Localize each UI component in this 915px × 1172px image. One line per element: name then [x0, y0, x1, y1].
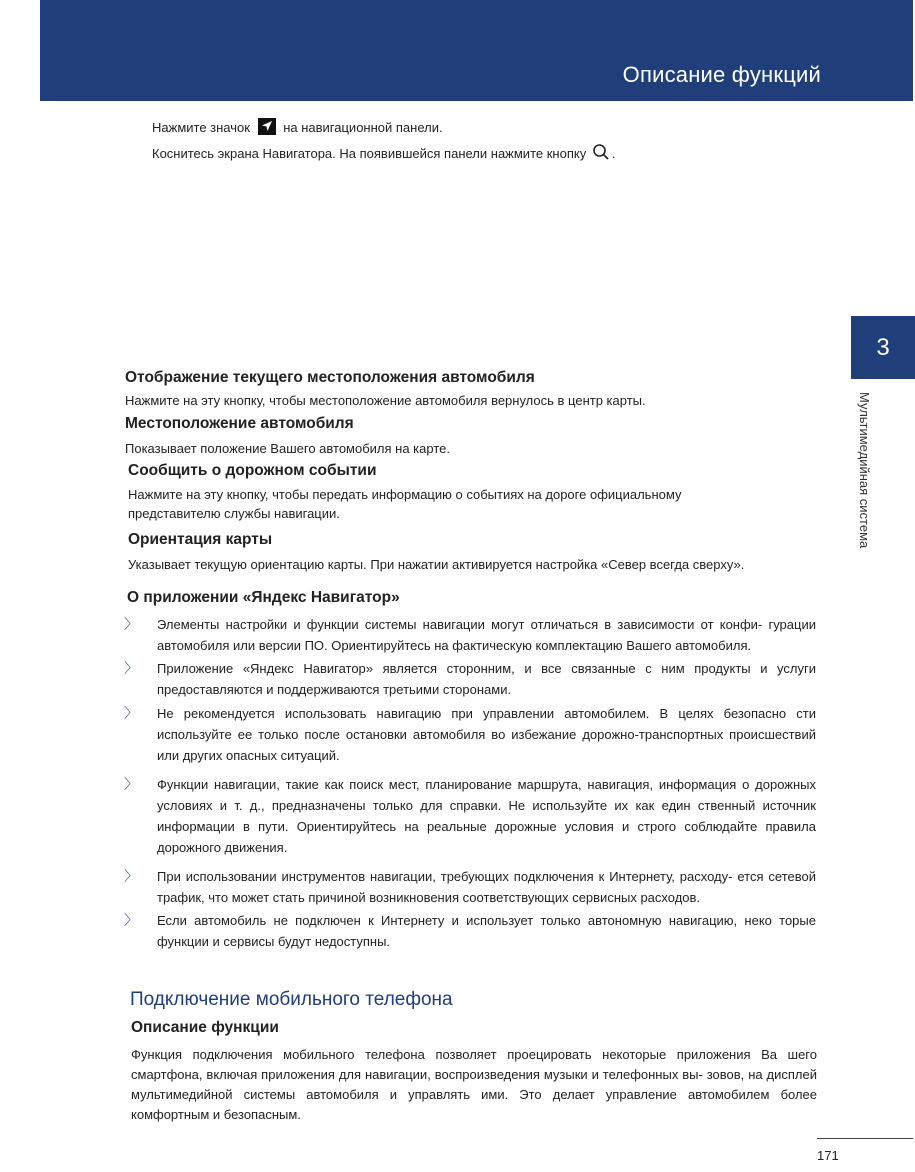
about-bullet-list	[124, 614, 816, 952]
chevron-right-icon: 〉	[124, 660, 138, 676]
list-item-text: Функции навигации, такие как поиск мест, планирование маршрута, навигация, информация о дорожных условиях и т. д., предназначены только для справки. Не используйте их как един ственный источник информации в пути. Ориентируйтесь на реальные дорожные условия и строго соблюдайте правила дорожного движения.	[157, 777, 816, 855]
step-1-text-end: на навигационной панели.	[283, 120, 443, 135]
list-item-text: Приложение «Яндекс Навигатор» является сторонним, и все связанные с ним продукты и услуги предоставляются и поддерживаются третьими сторонами.	[157, 661, 816, 697]
feature-text-map-orientation: Указывает текущую ориентацию карты. При нажатии активируется настройка «Север всегда сверху».	[128, 557, 745, 572]
instruction-step-1	[152, 118, 443, 137]
chevron-right-icon: 〉	[124, 705, 138, 721]
list-item	[124, 703, 816, 766]
step-1-text: Нажмите значок	[152, 120, 250, 135]
navigation-arrow-icon	[258, 118, 276, 135]
feature-text-current-location: Нажмите на эту кнопку, чтобы местоположение автомобиля вернулось в центр карты.	[125, 393, 646, 408]
chevron-right-icon: 〉	[124, 868, 138, 884]
page-number: 171	[817, 1148, 839, 1163]
list-item	[124, 658, 816, 700]
feature-title-current-location: Отображение текущего местоположения автомобиля	[125, 369, 535, 386]
list-item-text: Если автомобиль не подключен к Интернету и использует только автономную навигацию, неко торые функции и сервисы будут недоступны.	[157, 913, 816, 949]
chevron-right-icon: 〉	[124, 912, 138, 928]
chapter-tab: 3	[851, 316, 915, 379]
feature-title-report-event: Сообщить о дорожном событии	[128, 462, 377, 479]
list-item	[124, 866, 816, 908]
list-item	[124, 910, 816, 952]
step-2-text: Коснитесь экрана Навигатора. На появившейся панели нажмите кнопку	[152, 146, 587, 161]
footer-divider	[817, 1138, 913, 1139]
chapter-label: Мультимедийная система	[857, 392, 872, 549]
about-title: О приложении «Яндекс Навигатор»	[127, 589, 400, 606]
phone-section-text: Функция подключения мобильного телефона позволяет проецировать некоторые приложения Ва шего смартфона, включая приложения для навигации, воспроизведения музыки и телефонных вы- зовов, на дисплей мультимедийной системы автомобиля и управлять ими. Это делает управление автомобилем более комфортным и безопасным.	[131, 1047, 817, 1122]
list-item	[124, 614, 816, 656]
chevron-right-icon: 〉	[124, 616, 138, 632]
feature-title-vehicle-location: Местоположение автомобиля	[125, 415, 354, 432]
subsection-title-function-description: Описание функции	[131, 1019, 279, 1036]
section-title-phone-connection: Подключение мобильного телефона	[130, 989, 453, 1010]
feature-text-vehicle-location: Показывает положение Вашего автомобиля на карте.	[125, 441, 450, 456]
list-item-text: Элементы настройки и функции системы навигации могут отличаться в зависимости от конфи- гурации автомобиля или версии ПО. Ориентируйтесь на фактическую комплектацию Вашего автомобиля.	[157, 617, 816, 653]
instruction-step-2	[152, 143, 615, 163]
page-header	[40, 0, 913, 101]
feature-text-report-event: Нажмите на эту кнопку, чтобы передать информацию о событиях на дороге официальному представителю службы навигации.	[128, 487, 682, 521]
search-icon	[592, 143, 610, 161]
chevron-right-icon: 〉	[124, 776, 138, 792]
list-item	[124, 774, 816, 858]
list-item-text: При использовании инструментов навигации, требующих подключения к Интернету, расходу- ется сетевой трафик, что может стать причиной возникновения соответствующих сервисных расходов.	[157, 869, 816, 905]
header-title: Описание функций	[622, 62, 821, 87]
step-2-text-end: .	[611, 146, 616, 161]
list-item-text: Не рекомендуется использовать навигацию при управлении автомобилем. В целях безопасно сти используйте ее только после остановки автомобиля во избежание дорожно-транспортных происшествий или других опасных ситуаций.	[157, 706, 816, 763]
feature-title-map-orientation: Ориентация карты	[128, 531, 273, 548]
